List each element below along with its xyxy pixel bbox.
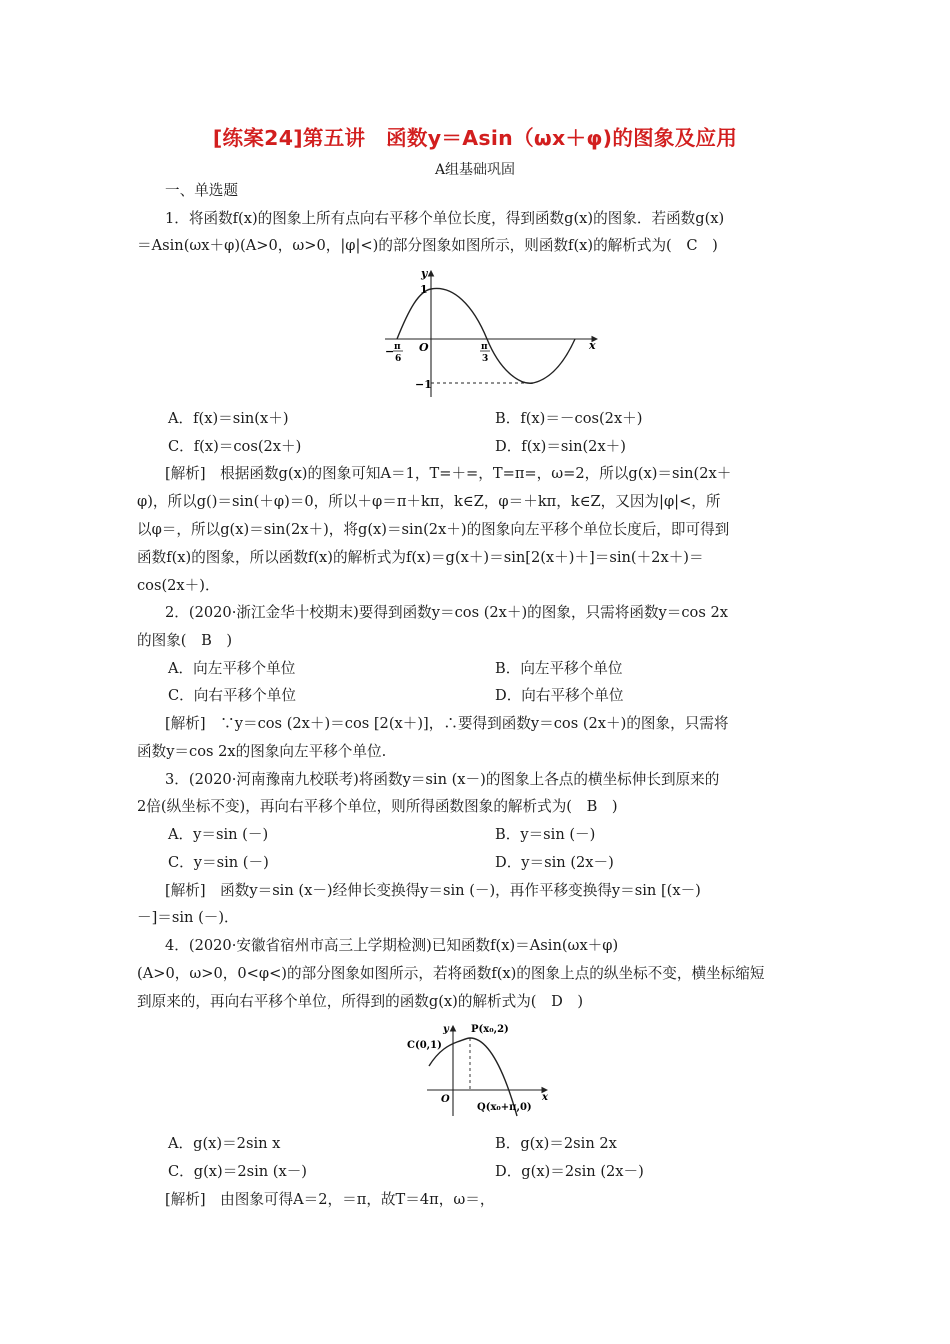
q4-stem-line: 4．(2020·安徽省宿州市高三上学期检测)已知函数f(x)＝Asin(ωx＋φ): [165, 937, 619, 954]
q4-stem-line: (A>0，ω>0，0<φ<)的部分图象如图所示，若将函数f(x)的图象上点的纵坐标不变，横坐标缩短: [137, 965, 765, 982]
q1-analysis-line: 函数f(x)的图象，所以函数f(x)的解析式为f(x)＝g(x＋)＝sin[2(x＋)＋]＝sin(＋2x＋)＝: [137, 549, 704, 566]
q2-stem-line: 2．(2020·浙江金华十校期末)要得到函数y＝cos (2x＋)的图象，只需将函数y＝cos 2x: [165, 604, 728, 621]
y-axis-label: y: [421, 267, 428, 280]
y-axis-label: y: [443, 1024, 449, 1035]
q3-option-c: C．y＝sin (－): [168, 854, 269, 871]
origin-label: O: [441, 1094, 450, 1105]
tick-left-sign: −: [385, 345, 395, 358]
tick-left-den: 6: [395, 354, 402, 364]
q3-analysis-line: －]＝sin (－)．: [137, 909, 239, 926]
point-p-label: P(x₀,2): [471, 1024, 509, 1035]
q1-option-c: C．f(x)＝cos(2x＋): [168, 438, 302, 455]
q3-analysis-line: [解析] 函数y＝sin (x－)经伸长变换得y＝sin (－)，再作平移变换得y＝sin [(x－): [165, 882, 701, 899]
q2-stem-line: 的图象( B ): [137, 632, 233, 649]
page-title: [练案24]第五讲 函数y＝Asin（ωx＋φ)的图象及应用: [212, 126, 738, 150]
point-q-label: Q(x₀+π,0): [477, 1102, 532, 1113]
x-axis-label: x: [589, 339, 596, 352]
q4-stem-line: 到原来的，再向右平移个单位，所得到的函数g(x)的解析式为( D ): [137, 993, 584, 1010]
q4-analysis-line: [解析] 由图象可得A＝2，＝π，故T＝4π，ω＝，: [165, 1191, 495, 1208]
tick-1: 1: [420, 283, 428, 296]
q3-option-b: B．y＝sin (－): [495, 826, 596, 843]
q2-analysis-line: [解析] ∵y＝cos (2x＋)＝cos [2(x＋)]，∴要得到函数y＝cos (2x＋)的图象，只需将: [165, 715, 729, 732]
q1-analysis-line: φ)，所以g()＝sin(＋φ)＝0，所以＋φ＝π＋kπ，k∈Z，φ＝＋kπ，k∈Z，又因为|φ|<，所: [137, 493, 721, 510]
q4-option-c: C．g(x)＝2sin (x－): [168, 1163, 308, 1180]
q4-option-a: A．g(x)＝2sin x: [168, 1135, 281, 1152]
q1-analysis-line: [解析] 根据函数g(x)的图象可知A＝1，T=＋=，T=π=，ω=2，所以g(x)＝sin(2x＋: [165, 465, 732, 482]
q1-sine-graph: [375, 265, 615, 400]
q3-stem-line: 2倍(纵坐标不变)，再向右平移个单位，则所得函数图象的解析式为( B ): [137, 798, 618, 815]
page-subtitle: A组基础巩固: [434, 162, 516, 178]
tick-right-den: 3: [482, 354, 489, 364]
q3-stem-line: 3．(2020·河南豫南九校联考)将函数y＝sin (x－)的图象上各点的横坐标伸长到原来的: [165, 771, 720, 788]
q2-analysis-line: 函数y＝cos 2x的图象向左平移个单位.: [137, 743, 387, 760]
q2-option-a: A．向左平移个单位: [168, 660, 296, 677]
q3-option-a: A．y＝sin (－): [168, 826, 269, 843]
q4-option-b: B．g(x)＝2sin 2x: [495, 1135, 617, 1152]
q1-stem-line: 1．将函数f(x)的图象上所有点向右平移个单位长度，得到函数g(x)的图象．若函数g(x): [165, 210, 725, 227]
point-c-label: C(0,1): [407, 1040, 442, 1051]
q2-option-b: B．向左平移个单位: [495, 660, 623, 677]
tick-right-num: π: [481, 342, 488, 352]
q1-analysis-line: cos(2x＋)．: [137, 577, 220, 594]
q1-option-d: D．f(x)＝sin(2x＋): [495, 438, 626, 455]
origin-label: O: [419, 341, 429, 354]
tick-left-num: π: [394, 342, 401, 352]
q1-analysis-line: 以φ＝，所以g(x)＝sin(2x＋)，将g(x)＝sin(2x＋)的图象向左平移个单位长度后，即可得到: [137, 521, 730, 538]
q1-stem-line: ＝Asin(ωx＋φ)(A>0，ω>0，|φ|<)的部分图象如图所示，则函数f(x)的解析式为( C ): [137, 237, 718, 254]
q2-option-d: D．向右平移个单位: [495, 687, 624, 704]
q4-option-d: D．g(x)＝2sin (2x－): [495, 1163, 644, 1180]
q1-option-b: B．f(x)＝－cos(2x＋): [495, 410, 643, 427]
q3-option-d: D．y＝sin (2x－): [495, 854, 614, 871]
tick-minus-1: −1: [415, 378, 432, 391]
q4-sine-graph: [405, 1020, 565, 1120]
q1-option-a: A．f(x)＝sin(x＋): [168, 410, 289, 427]
section-heading: 一、单选题: [165, 182, 238, 199]
x-axis-label: x: [542, 1092, 548, 1103]
sine-curve: [397, 288, 575, 383]
q2-option-c: C．向右平移个单位: [168, 687, 296, 704]
